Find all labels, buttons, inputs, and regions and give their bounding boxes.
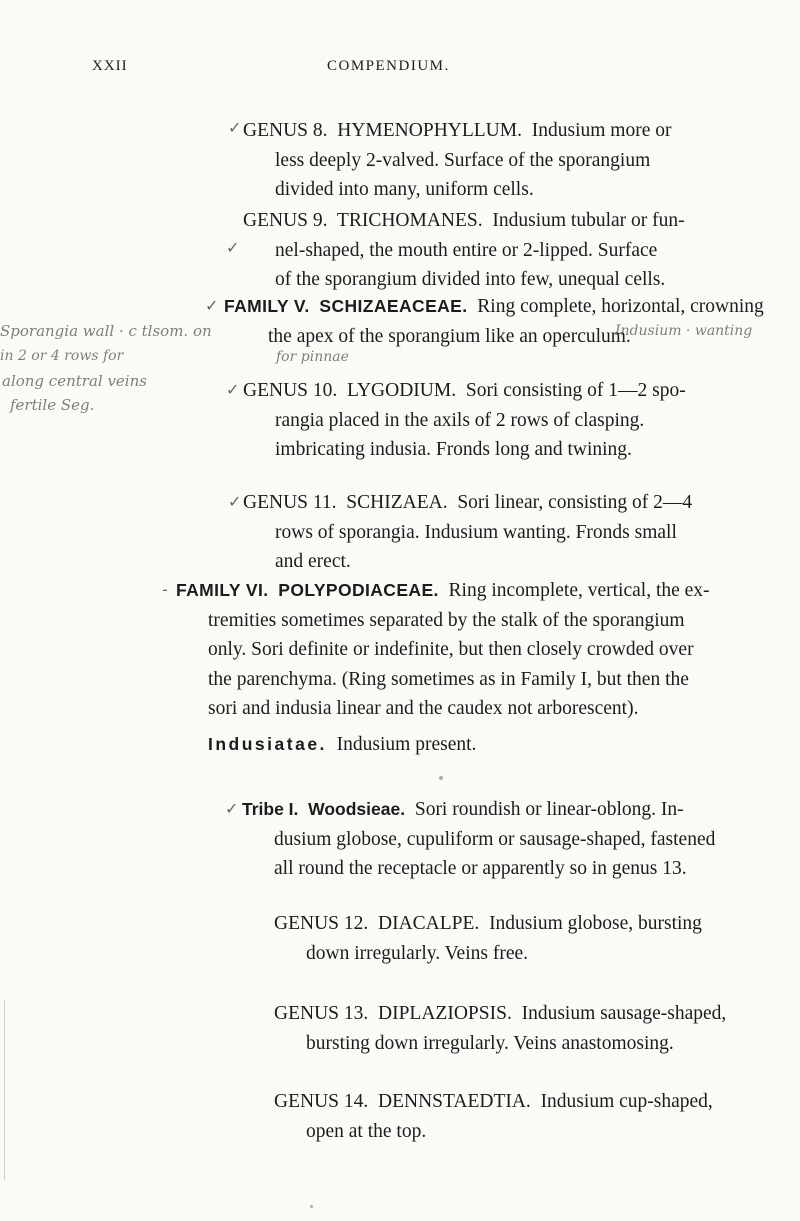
genus-10-name: LYGODIUM.	[347, 380, 457, 401]
indusiatae-entry	[208, 730, 768, 760]
handwritten-note: fertile Seg.	[10, 396, 95, 414]
check-mark-icon: ✓	[226, 238, 240, 257]
family-6-name: POLYPODIACEAE.	[278, 580, 439, 600]
check-mark-icon: ✓	[205, 296, 219, 315]
genus-14-heading: GENUS 14.	[274, 1091, 369, 1112]
tribe-1-name: Woodsieae.	[308, 799, 406, 819]
check-mark-icon: ✓	[225, 799, 239, 818]
handwritten-note: Indusium · wanting	[615, 323, 753, 339]
genus-12-heading: GENUS 12.	[274, 913, 369, 934]
family-5-heading: FAMILY V.	[224, 296, 310, 316]
genus-13-entry	[274, 999, 774, 1058]
genus-10-text: Sori consisting of 1—2 spo-	[465, 380, 686, 401]
genus-11-line: and erect.	[275, 551, 351, 572]
genus-13-line: bursting down irregularly. Veins anastomosing.	[306, 1032, 674, 1054]
genus-9-line: of the sporangium divided into few, unequal cells.	[275, 269, 666, 290]
tribe-1-heading: Tribe I.	[242, 799, 299, 819]
tribe-1-entry	[242, 795, 772, 884]
genus-9-text: Indusium tubular or fun-	[492, 210, 685, 231]
genus-11-line: rows of sporangia. Indusium wanting. Fronds small	[275, 521, 677, 543]
genus-13-heading: GENUS 13.	[274, 1003, 369, 1024]
running-title: COMPENDIUM.	[327, 58, 450, 74]
family-6-entry	[176, 576, 776, 724]
genus-12-entry	[274, 909, 774, 968]
ink-speck	[310, 1205, 313, 1208]
genus-8-entry	[243, 116, 763, 205]
genus-14-name: DENNSTAEDTIA.	[378, 1091, 531, 1112]
family-6-line: sori and indusia linear and the caudex not arborescent).	[208, 698, 639, 719]
indusiatae-text: Indusium present.	[336, 734, 477, 755]
genus-11-name: SCHIZAEA.	[346, 492, 448, 513]
genus-14-entry	[274, 1087, 774, 1146]
family-6-line: the parenchyma. (Ring sometimes as in Family I, but then the	[208, 668, 689, 690]
family-5-entry	[224, 292, 769, 351]
check-mark-icon: -	[162, 580, 168, 599]
indusiatae-heading: Indusiatae.	[208, 734, 327, 754]
page-number: XXII	[92, 58, 128, 74]
ink-speck	[439, 776, 443, 780]
handwritten-note: for pinnae	[276, 349, 349, 365]
genus-12-text: Indusium globose, bursting	[489, 913, 702, 934]
genus-11-text: Sori linear, consisting of 2—4	[457, 492, 693, 513]
genus-10-line: rangia placed in the axils of 2 rows of clasping.	[275, 409, 645, 431]
handwritten-note: in 2 or 4 rows for	[0, 348, 124, 364]
family-6-line: only. Sori definite or indefinite, but then closely crowded over	[208, 639, 694, 660]
genus-11-heading: GENUS 11.	[243, 492, 337, 513]
genus-8-text: Indusium more or	[531, 120, 672, 141]
genus-11-entry	[243, 488, 763, 577]
tribe-1-line: dusium globose, cupuliform or sausage-shaped, fastened	[274, 828, 716, 850]
handwritten-note: along central veins	[2, 372, 147, 390]
genus-10-entry	[243, 376, 763, 465]
genus-8-heading: GENUS 8.	[243, 120, 328, 141]
family-5-name: SCHIZAEACEAE.	[319, 296, 468, 316]
tribe-1-line: all round the receptacle or apparently so in genus 13.	[274, 858, 687, 879]
family-5-line: the apex of the sporangium like an operculum.	[268, 325, 631, 347]
genus-8-name: HYMENOPHYLLUM.	[337, 120, 522, 141]
genus-12-name: DIACALPE.	[378, 913, 480, 934]
handwritten-note: Sporangia wall · c tlsom. on	[0, 322, 212, 340]
tribe-1-text: Sori roundish or linear-oblong. In-	[414, 799, 684, 820]
genus-8-line: less deeply 2-valved. Surface of the sporangium	[275, 149, 651, 171]
genus-10-heading: GENUS 10.	[243, 380, 338, 401]
genus-9-name: TRICHOMANES.	[336, 210, 483, 231]
page-edge-mark	[4, 1000, 5, 1180]
check-mark-icon: ✓	[228, 492, 242, 511]
check-mark-icon: ✓	[226, 380, 240, 399]
genus-13-name: DIPLAZIOPSIS.	[378, 1003, 512, 1024]
family-6-text: Ring incomplete, vertical, the ex-	[448, 580, 710, 601]
genus-14-line: open at the top.	[306, 1120, 427, 1142]
genus-12-line: down irregularly. Veins free.	[306, 942, 529, 964]
family-6-line: tremities sometimes separated by the stalk of the sporangium	[208, 609, 685, 631]
genus-13-text: Indusium sausage-shaped,	[521, 1003, 727, 1024]
genus-9-entry	[243, 206, 763, 295]
family-5-text: Ring complete, horizontal, crowning	[477, 296, 764, 317]
genus-14-text: Indusium cup-shaped,	[540, 1091, 713, 1112]
genus-10-line: imbricating indusia. Fronds long and twining.	[275, 439, 632, 460]
genus-8-line: divided into many, uniform cells.	[275, 179, 534, 200]
check-mark-icon: ✓	[228, 118, 242, 137]
genus-9-line: nel-shaped, the mouth entire or 2-lipped. Surface	[275, 239, 658, 261]
family-6-heading: FAMILY VI.	[176, 580, 269, 600]
genus-9-heading: GENUS 9.	[243, 210, 328, 231]
